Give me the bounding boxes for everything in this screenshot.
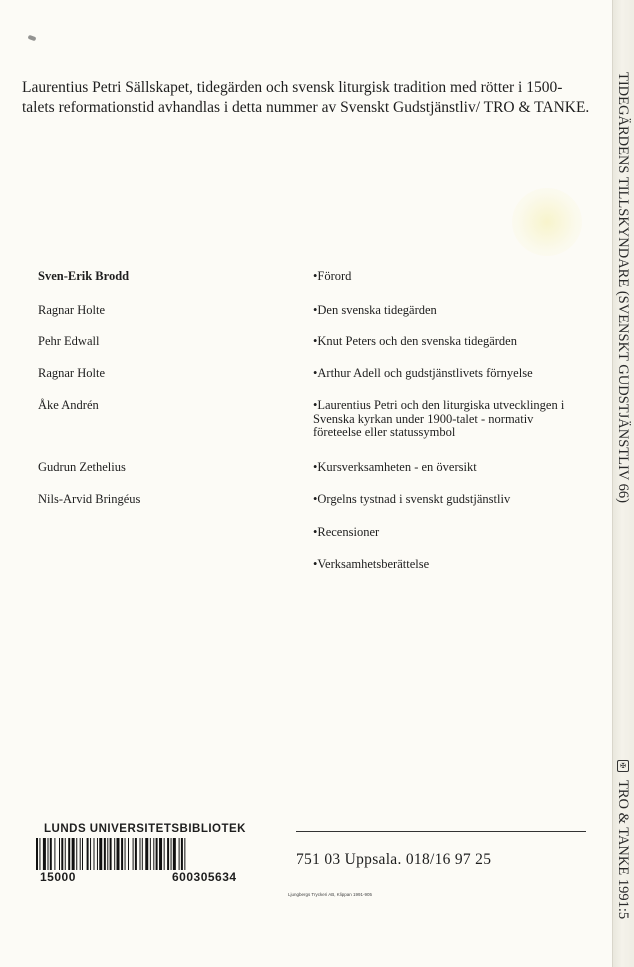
barcode-bar [97,838,98,870]
barcode-bar [39,838,40,870]
barcode-number-right: 600305634 [172,870,237,884]
barcode-bar [104,838,106,870]
toc-title: •Den svenska tidegärden [313,303,437,317]
barcode-bar [153,838,154,870]
barcode-bar [87,838,89,870]
barcode-bar [140,838,141,870]
barcode-bar [94,838,95,870]
barcode-bar [179,838,180,870]
barcode-bar [167,838,169,870]
publisher-logo-icon: ✠ [617,760,629,772]
barcode-bar [36,838,38,870]
barcode-bar [171,838,172,870]
barcode-bar [173,838,176,870]
barcode-bar [114,838,115,870]
barcode-bar [48,838,49,870]
barcode-number-left: 15000 [40,870,76,884]
toc-author: Sven-Erik Brodd [38,269,130,283]
barcode-bar [82,838,83,870]
barcode-bar [68,838,70,870]
toc-title: •Arthur Adell och gudstjänstlivets förnyelse [313,366,533,380]
barcode-bar [80,838,81,870]
barcode-bar [121,838,123,870]
toc-author: Pehr Edwall [38,334,100,348]
barcode-bar [65,838,66,870]
barcode-image [36,838,260,870]
barcode-bar [135,838,137,870]
barcode-bar [159,838,162,870]
toc-title: •Knut Peters och den svenska tidegärden [313,334,517,348]
barcode-bar [76,838,77,870]
barcode-bar [117,838,120,870]
barcode-bar [54,838,55,870]
toc-author: Ragnar Holte [38,303,105,317]
barcode-bar [184,838,185,870]
toc-title: •Verksamhetsberättelse [313,557,430,571]
barcode-bar [107,838,108,870]
intro-text: Laurentius Petri Sällskapet, tidegärden och svensk liturgisk tradition med rötter i 1500-talets reformationstid avhandlas i detta nummer av Svenskt Gudstjänstliv/ TRO & TANKE. [22,79,590,116]
barcode-bar [164,838,165,870]
toc-author: Nils-Arvid Bringéus [38,492,141,506]
barcode-bar [181,838,183,870]
barcode-bar [110,838,112,870]
barcode-bar [72,838,75,870]
barcode-bar [99,838,102,870]
paper-stain [512,188,582,256]
toc-title: •Kursverksamheten - en översikt [313,460,477,474]
spine-series: TRO & TANKE 1991:5 [615,780,631,920]
barcode-bar [145,838,148,870]
spine-title: TIDEGÄRDENS TILLSKYNDARE (SVENSKT GUDSTJÄNSTLIV 66) [615,72,631,503]
address-rule [296,831,586,832]
library-label: LUNDS UNIVERSITETSBIBLIOTEK [44,823,246,835]
toc-author: Åke Andrén [38,398,99,412]
barcode-bar [59,838,60,870]
toc-title: •Laurentius Petri och den liturgiska utvecklingen i Svenska kyrkan under 1900-talet - normativ företeelse eller statussymbol [313,398,565,439]
toc-author: Ragnar Holte [38,366,105,380]
barcode-bar [50,838,52,870]
barcode-bar [142,838,143,870]
barcode-bar [125,838,126,870]
barcode-bar [43,838,46,870]
barcode-bar [61,838,63,870]
barcode-bar [90,838,91,870]
toc-title: •Recensioner [313,525,380,539]
toc-title: •Förord [313,269,352,283]
printer-note: Ljungbergs Tryckeri AB, Klippan 1991-905 [288,892,373,897]
toc-author: Gudrun Zethelius [38,460,126,474]
barcode-bar [133,838,134,870]
toc-title: •Orgelns tystnad i svenskt gudstjänstliv [313,492,511,506]
publisher-address: 751 03 Uppsala. 018/16 97 25 [296,851,492,868]
barcode-bar [156,838,158,870]
barcode-bar [128,838,129,870]
barcode-bar [150,838,151,870]
